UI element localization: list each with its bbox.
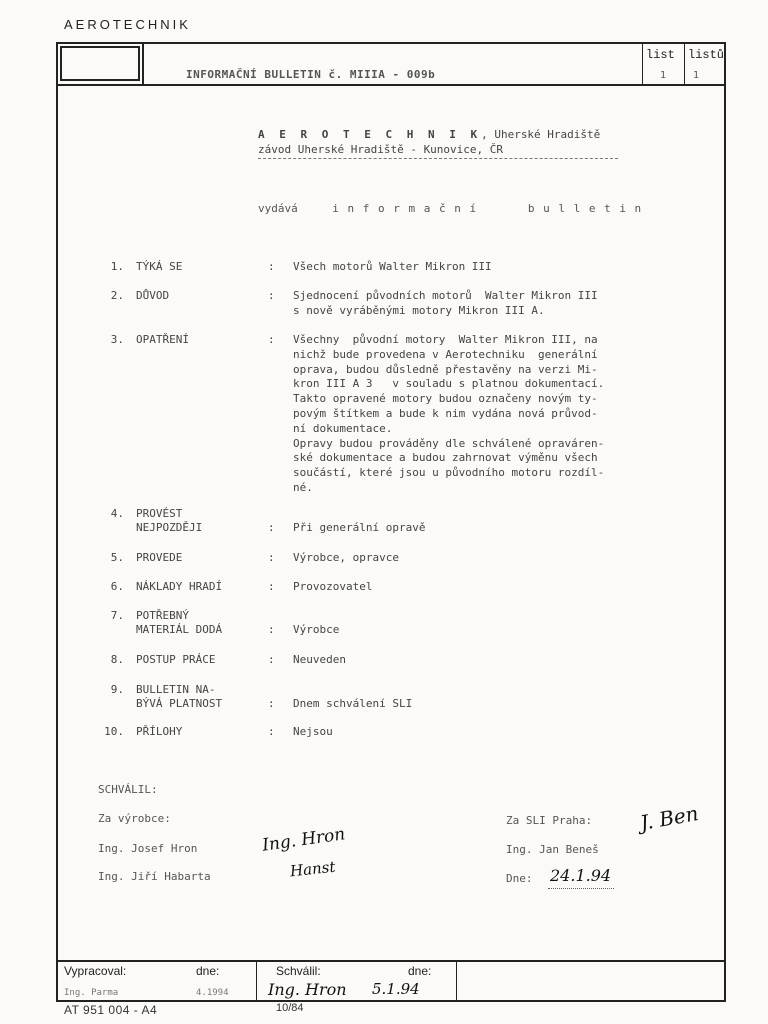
item-label: NÁKLADY HRADÍ	[136, 580, 223, 593]
issuer-line-1	[258, 128, 600, 141]
sheets-count: 1	[693, 70, 700, 81]
sheet-label: list	[646, 48, 675, 62]
issuer-name: A E R O T E C H N I K	[258, 128, 482, 141]
approval-date-label: Dne:	[506, 872, 533, 885]
item-label: PROVEDE	[136, 551, 183, 564]
date-underline	[548, 888, 614, 889]
prepared-date-label: dne:	[196, 964, 220, 978]
item-text-line: Neuveden	[293, 653, 346, 666]
item-label: OPATŘENÍ	[136, 333, 189, 346]
document-number-2: 10/84	[276, 1002, 304, 1014]
item-number: 3.	[110, 333, 124, 346]
item-text-line: součástí, které jsou u původního motoru rozdíl-	[293, 466, 605, 480]
sli-approver-name: Ing. Jan Beneš	[506, 843, 599, 856]
item-label-line-2: MATERIÁL DODÁ	[136, 623, 223, 636]
item-text-line: Takto opravené motory budou označeny novým ty-	[293, 392, 598, 406]
item-text-line: Při generální opravě	[293, 521, 426, 534]
item-colon: :	[268, 623, 275, 636]
item-label: PROVÉST	[136, 507, 183, 520]
sheet-number: 1	[660, 70, 667, 81]
issues-word: vydává	[258, 202, 298, 215]
approved-by-label: Schválil:	[276, 964, 321, 978]
item-number: 2.	[110, 289, 124, 302]
item-label: PŘÍLOHY	[136, 725, 183, 738]
item-colon: :	[268, 289, 275, 302]
item-colon: :	[268, 725, 275, 738]
item-text-line: oprava, budou důsledně přestavěny na verzi Mi-	[293, 362, 598, 376]
item-number: 7.	[110, 609, 124, 622]
item-colon: :	[268, 333, 275, 346]
item-number: 1.	[110, 260, 124, 273]
item-colon: :	[268, 580, 275, 593]
bulletin-title: INFORMAČNÍ BULLETIN č. MIIIA - 009b	[186, 68, 436, 81]
header-logo-inner-box	[60, 46, 140, 81]
list-column-divider	[642, 42, 643, 84]
item-number: 5.	[110, 551, 124, 564]
item-text-line: povým štítkem a bude k nim vydána nová průvod-	[293, 407, 598, 420]
company-brand: AEROTECHNIK	[64, 17, 191, 32]
item-label: BULLETIN NA-	[136, 683, 216, 696]
approved-date: 5.1.94	[372, 980, 420, 998]
footer-column-divider	[256, 960, 257, 1002]
item-colon: :	[268, 653, 275, 666]
item-number: 6.	[110, 580, 124, 593]
item-text-line: né.	[293, 481, 313, 494]
item-number: 9.	[110, 683, 124, 696]
item-label: TÝKÁ SE	[136, 260, 183, 273]
item-text-line: Dnem schválení SLI	[293, 697, 413, 710]
document-number: AT 951 004 - A4	[64, 1003, 158, 1017]
header-divider	[56, 84, 726, 86]
item-colon: :	[268, 521, 275, 534]
issuer-city: , Uherské Hradiště	[481, 128, 601, 141]
issues-line	[258, 202, 641, 215]
item-text-line: s nově vyráběnými motory Mikron III A.	[293, 303, 545, 317]
signature-approved: Ing. Hron	[268, 980, 347, 999]
prepared-by-label: Vypracoval:	[64, 964, 127, 978]
item-colon: :	[268, 697, 275, 710]
item-colon: :	[268, 551, 275, 564]
item-text-line: Nejsou	[293, 725, 333, 738]
signature-habarta: Hanst	[289, 857, 337, 881]
item-label: DŮVOD	[136, 289, 170, 302]
approved-date-label: dne:	[408, 964, 432, 978]
footer-column-divider-2	[456, 960, 457, 1002]
item-number: 8.	[110, 653, 124, 666]
issues-word-bulletin: b u l l e t i n	[527, 202, 642, 215]
footer-divider	[56, 960, 726, 962]
approval-heading: SCHVÁLIL:	[98, 783, 158, 796]
item-text-line: Všechny původní motory Walter Mikron III, na	[293, 333, 598, 346]
item-text-line: kron III A 3 v souladu s platnou dokumentací.	[293, 377, 605, 391]
item-text-line: Provozovatel	[293, 580, 373, 593]
item-text-line: Opravy budou prováděny dle schválené opraváren-	[293, 436, 605, 450]
item-text-line: Sjednocení původních motorů Walter Mikron III	[293, 289, 598, 302]
item-label: POSTUP PRÁCE	[136, 653, 216, 666]
item-text-line: ní dokumentace.	[293, 421, 393, 435]
sli-label: Za SLI Praha:	[506, 814, 593, 827]
item-label: POTŘEBNÝ	[136, 609, 189, 622]
approver-2-name: Ing. Jiří Habarta	[98, 870, 211, 883]
item-text-line: Výrobce, opravce	[293, 551, 399, 564]
issuer-underline	[258, 158, 618, 159]
signature-hron: Ing. Hron	[261, 824, 347, 856]
issuer-line-2: závod Uherské Hradiště - Kunovice, ČR	[258, 143, 504, 156]
item-label-line-2: BÝVÁ PLATNOST	[136, 697, 223, 710]
item-text-line: nichž bude provedena v Aerotechniku generální	[293, 347, 598, 361]
item-number: 10.	[104, 725, 124, 738]
prepared-by-name: Ing. Parma	[64, 988, 119, 998]
list-column-divider-2	[684, 42, 685, 84]
signature-benes: J. Ben	[638, 801, 701, 835]
item-number: 4.	[110, 507, 124, 520]
prepared-date: 4.1994	[196, 988, 229, 998]
item-label-line-2: NEJPOZDĚJI	[136, 521, 203, 534]
item-colon: :	[268, 260, 275, 273]
issues-word-informacni: i n f o r m a č n í	[332, 202, 477, 215]
approver-1-name: Ing. Josef Hron	[98, 842, 198, 855]
approval-date-value: 24.1.94	[550, 866, 612, 885]
item-text-line: Výrobce	[293, 623, 340, 636]
item-text-line: Všech motorů Walter Mikron III	[293, 260, 492, 273]
item-text-line: ské dokumentace a budou zahrnovat výměnu všech	[293, 451, 598, 465]
manufacturer-label: Za výrobce:	[98, 812, 171, 825]
sheets-label: listů	[688, 48, 725, 62]
